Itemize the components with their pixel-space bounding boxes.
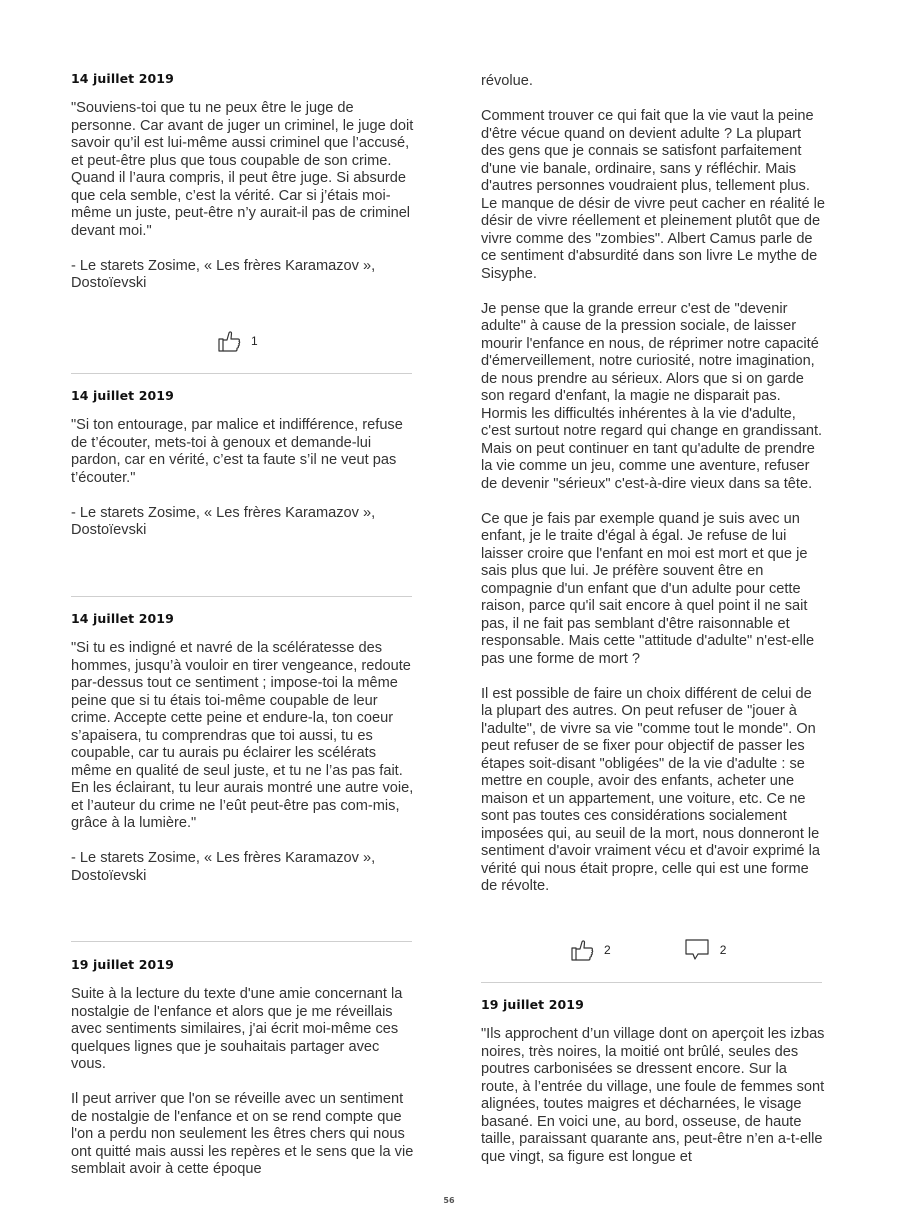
entry-body <box>481 1026 827 1166</box>
entry-date: 14 juillet 2019 <box>71 388 174 403</box>
entry-body <box>481 73 827 896</box>
text-paragraph: Suite à la lecture du texte d'une amie concernant la nostalgie de l'enfance et alors que je me réveillais avec sentiments similaires, j'ai écrit moi-même ces quelques lignes que je souhaitais partager avec vous. <box>71 986 403 1072</box>
quote-attribution: - Le starets Zosime, « Les frères Karamazov », Dostoïevski <box>71 257 376 291</box>
text-paragraph: Il est possible de faire un choix différent de celui de la plupart des autres. On peut refuser de "jouer à l'adulte", de vivre sa vie "comme tout le monde". On peut refuser de se fixer pour objectif de passer les étapes soit-disant "obligées" de la vie d'adulte : se mettre en couple, avoir des enfants, acheter une maison et un appartement, une voiture, etc. Ce ne sont pas toutes ces considérations socialement imposées qui, au seuil de la mort, nous donneront le sentiment d'avoir vraiment vécu et d'avoir exprimé la vérité qui nous était propre, celle qui est une forme de révolte. <box>481 685 820 894</box>
entry-date: 19 juillet 2019 <box>71 957 174 972</box>
like-count: 2 <box>604 943 611 957</box>
comment-bubble-icon <box>684 938 710 962</box>
comment-count: 2 <box>719 943 727 957</box>
entry-body <box>71 986 415 1179</box>
entry-divider <box>481 982 822 983</box>
quote-paragraph: "Souviens-toi que tu ne peux être le juge de personne. Car avant de juger un criminel, le juge doit savoir qu’il est lui-même aussi criminel que l’accusé, et peut-être plus que tous coupable de son crime. Quand il l’aura compris, il peut être juge. Si absurde que cela semble, c’est la vérité. Car si j’étais moi-même un juste, peut-être n’y aurait-il pas de criminel devant moi." <box>71 100 414 239</box>
entry-card <box>481 997 827 1166</box>
page-number: 56 <box>443 1196 455 1205</box>
entry-body <box>71 100 415 293</box>
entry-card <box>71 611 415 885</box>
comment-button[interactable] <box>684 938 727 962</box>
entry-divider <box>71 596 412 597</box>
text-paragraph: Il peut arriver que l'on se réveille avec un sentiment de nostalgie de l'enfance et on se rend compte que l'on a perdu non seulement les êtres chers qui nous ont quitté mais aussi les repères et le sens que la vie semblait avoir à cette époque <box>71 1091 414 1177</box>
text-paragraph: Ce que je fais par exemple quand je suis avec un enfant, je le traite d'égal à égal. Je refuse de lui laisser croire que l'enfant en moi est mort et que je sais plus que lui. Je préfère souvent être en compagnie d'un enfant que d'un adulte pour cette raison, parce qu'il sait encore à quel point il ne sait pas, il ne fait pas semblant d'être raisonnable et responsable. Mais cette "attitude d'adulte" n'est-elle pas une forme de mort ? <box>481 510 815 667</box>
thumbs-up-icon <box>570 938 594 962</box>
entry-divider <box>71 941 412 942</box>
entry-divider <box>71 373 412 374</box>
text-paragraph: Je pense que la grande erreur c'est de "devenir adulte" à cause de la pression sociale, de laisser mourir l'enfance en nous, de réprimer notre capacité d'émerveillement, notre curiosité, notre imagination, de nous prendre au sérieux. Alors que si on garde son regard d'enfant, la magie ne disparait pas. Hormis les difficultés inhérentes à la vie d'adulte, c'est surtout notre regard qui change en grandissant. Mais on peut continuer en tant qu'adulte de prendre la vie comme un jeu, comme une aventure, refuser de devenir "sérieux" c'est-à-dire vieux dans sa tête. <box>481 300 823 492</box>
quote-attribution: - Le starets Zosime, « Les frères Karamazov », Dostoïevski <box>71 850 376 884</box>
entry-card-continued <box>481 73 827 896</box>
entry-body <box>71 640 415 885</box>
quote-attribution: - Le starets Zosime, « Les frères Karamazov », Dostoïevski <box>71 504 376 538</box>
entry-card <box>71 388 415 540</box>
reactions-bar <box>217 329 258 353</box>
reactions-bar <box>570 938 726 962</box>
entry-date: 14 juillet 2019 <box>71 611 174 626</box>
entry-date: 14 juillet 2019 <box>71 71 174 86</box>
text-paragraph: révolue. <box>481 73 533 89</box>
quote-paragraph: "Si tu es indigné et navré de la scélératesse des hommes, jusqu’à vouloir en tirer vengeance, redoute par-dessus tout ce sentiment ; impose-toi la même peine que si tu étais toi-même coupable de leur crime. Accepte cette peine et endure-la, ton coeur s’apaisera, tu comprendras que toi aussi, tu es coupable, car tu aurais pu éclairer les scélérats même en qualité de seul juste, et tu ne l’as pas fait. En les éclairant, tu leur aurais montré une autre voie, et l’auteur du crime ne l’eût peut-être pas com-mis, grâce à la lumière." <box>71 640 414 831</box>
like-count: 1 <box>251 334 258 348</box>
entry-date: 19 juillet 2019 <box>481 997 584 1012</box>
entry-card <box>71 71 415 293</box>
quote-paragraph: "Ils approchent d’un village dont on aperçoit les izbas noires, très noires, la moitié ont brûlé, seules des poutres carbonisées se dressent encore. Sur la route, à l’entrée du village, une foule de femmes sont alignées, toutes maigres et décharnées, le visage basané. En voici une, au bord, osseuse, de haute taille, paraissant quarante ans, peut-être n’en a-t-elle que vingt, sa figure est longue et <box>481 1026 825 1165</box>
like-button[interactable] <box>570 938 611 962</box>
thumbs-up-icon <box>217 329 241 353</box>
entry-card <box>71 957 415 1179</box>
entry-body <box>71 417 415 540</box>
text-paragraph: Comment trouver ce qui fait que la vie vaut la peine d'être vécue quand on devient adulte ? La plupart des gens que je connais se satisfont parfaitement d'une vie banale, ordinaire, sans y réfléchir. Mais d'autres personnes voudraient plus, tellement plus. Le manque de désir de vivre peut cacher en réalité le désir de vivre réellement et pleinement plutôt que de vivre comme des "zombies". Albert Camus parle de ce sentiment d'absurdité dans son livre Le mythe de Sisyphe. <box>481 108 825 282</box>
quote-paragraph: "Si ton entourage, par malice et indifférence, refuse de t’écouter, mets-toi à genoux et demande-lui pardon, car en vérité, c’est ta faute s’il ne veut pas t’écouter." <box>71 417 403 486</box>
like-button[interactable] <box>217 329 258 353</box>
